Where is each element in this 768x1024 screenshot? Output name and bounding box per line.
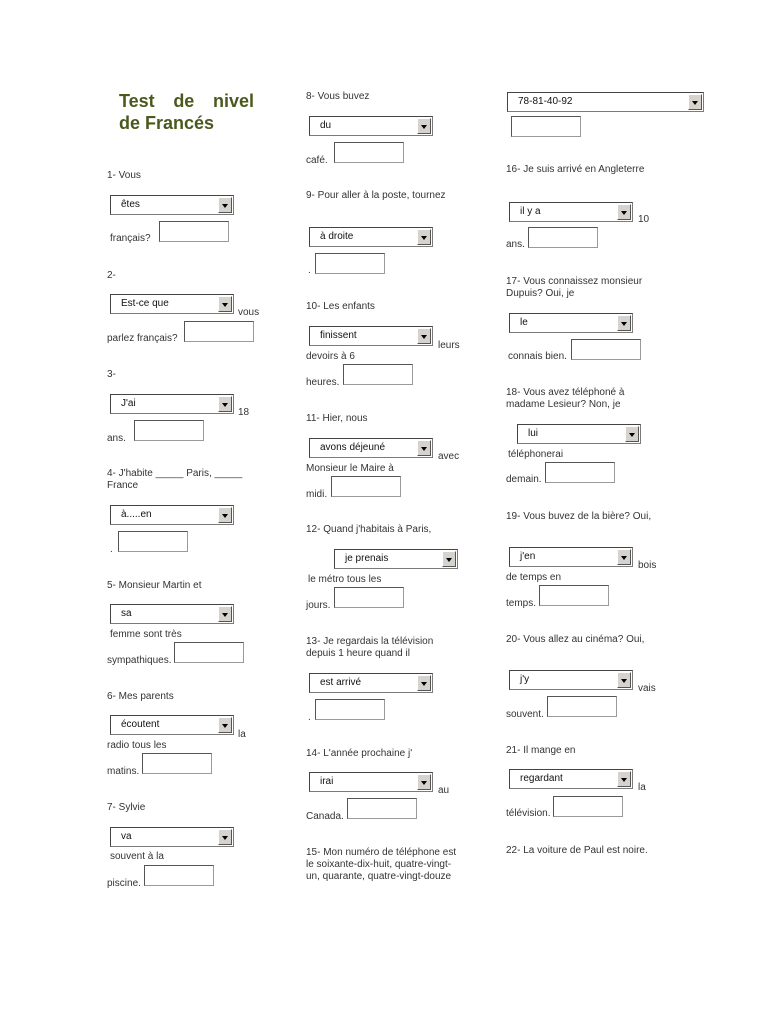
- question-17-answer-input[interactable]: [571, 339, 641, 360]
- question-15-answer-input[interactable]: [511, 116, 581, 137]
- question-7-answer-input[interactable]: [144, 865, 214, 886]
- chevron-down-icon[interactable]: [417, 328, 431, 344]
- title-word-nivel: nivel: [212, 91, 254, 111]
- question-3-answer-input[interactable]: [134, 420, 204, 441]
- question-8-label: 8- Vous buvez: [306, 91, 370, 102]
- question-10-after-inline: leurs: [438, 340, 460, 351]
- question-6-after-1: radio tous les: [107, 740, 167, 751]
- question-20-after: souvent.: [506, 709, 544, 720]
- question-6-select[interactable]: [110, 715, 234, 735]
- chevron-down-icon[interactable]: [617, 204, 631, 220]
- question-19-after-1: de temps en: [506, 572, 562, 583]
- question-19-value: j'en: [520, 551, 536, 562]
- question-19-answer-input[interactable]: [539, 585, 609, 606]
- question-9-answer-input[interactable]: [315, 253, 385, 274]
- question-21-after-inline: la: [638, 782, 646, 793]
- question-18-value: lui: [528, 428, 539, 439]
- question-3-value: J'ai: [121, 398, 136, 409]
- question-6-value: écoutent: [121, 719, 160, 730]
- question-14-value: irai: [320, 776, 334, 787]
- question-7-after-1: souvent à la: [110, 851, 164, 862]
- question-4-answer-input[interactable]: [118, 531, 188, 552]
- question-18-after-1: téléphonerai: [508, 449, 564, 460]
- chevron-down-icon[interactable]: [442, 551, 456, 567]
- chevron-down-icon[interactable]: [617, 771, 631, 787]
- question-20-answer-input[interactable]: [547, 696, 617, 717]
- question-16-value: il y a: [520, 206, 541, 217]
- question-10-value: finissent: [320, 330, 357, 341]
- question-1-value: êtes: [121, 199, 140, 210]
- question-10-select[interactable]: [309, 326, 433, 346]
- question-5-label: 5- Monsieur Martin et: [107, 580, 202, 591]
- question-7-value: va: [121, 831, 132, 842]
- question-7-label: 7- Sylvie: [107, 802, 146, 813]
- question-5-after-1: femme sont très: [110, 629, 182, 640]
- question-10-label: 10- Les enfants: [306, 301, 375, 312]
- question-2-select[interactable]: [110, 294, 234, 314]
- chevron-down-icon[interactable]: [625, 426, 639, 442]
- question-11-label: 11- Hier, nous: [306, 413, 368, 424]
- question-9-value: à droite: [320, 231, 354, 242]
- question-3-after: ans.: [107, 433, 126, 444]
- question-4-select[interactable]: [110, 505, 234, 525]
- chevron-down-icon[interactable]: [617, 549, 631, 565]
- question-4-value: à.....en: [121, 509, 152, 520]
- question-12-select[interactable]: [334, 549, 458, 569]
- question-14-after: Canada.: [306, 811, 344, 822]
- question-20-select[interactable]: [509, 670, 633, 690]
- question-21-after: télévision.: [506, 808, 551, 819]
- question-6-label: 6- Mes parents: [107, 691, 174, 702]
- question-5-value: sa: [121, 608, 132, 619]
- question-12-after-2: jours.: [306, 600, 331, 611]
- question-11-after-1: Monsieur le Maire à: [306, 463, 394, 474]
- question-7-after-2: piscine.: [107, 878, 141, 889]
- chevron-down-icon[interactable]: [218, 829, 232, 845]
- question-14-after-inline: au: [438, 785, 450, 796]
- chevron-down-icon[interactable]: [218, 197, 232, 213]
- question-16-select[interactable]: [509, 202, 633, 222]
- question-18-label: 18- Vous avez téléphoné à madame Lesieur? Non, je: [506, 387, 625, 410]
- chevron-down-icon[interactable]: [417, 118, 431, 134]
- question-12-after-1: le métro tous les: [308, 574, 382, 585]
- question-14-label: 14- L'année prochaine j': [306, 748, 413, 759]
- title-word-test: Test: [119, 91, 155, 111]
- question-11-after-inline: avec: [438, 451, 460, 462]
- question-5-select[interactable]: [110, 604, 234, 624]
- question-6-answer-input[interactable]: [142, 753, 212, 774]
- question-1-after: français?: [110, 233, 151, 244]
- question-21-select[interactable]: [509, 769, 633, 789]
- chevron-down-icon[interactable]: [417, 440, 431, 456]
- question-1-select[interactable]: [110, 195, 234, 215]
- question-21-answer-input[interactable]: [553, 796, 623, 817]
- question-8-answer-input[interactable]: [334, 142, 404, 163]
- title-line-2: de Francés: [119, 113, 215, 133]
- question-14-answer-input[interactable]: [347, 798, 417, 819]
- question-2-label: 2-: [107, 270, 116, 281]
- question-11-select[interactable]: [309, 438, 433, 458]
- question-3-label: 3-: [107, 369, 116, 380]
- chevron-down-icon[interactable]: [218, 507, 232, 523]
- chevron-down-icon[interactable]: [617, 315, 631, 331]
- question-22-label: 22- La voiture de Paul est noire.: [506, 845, 648, 856]
- question-2-value: Est-ce que: [121, 298, 169, 309]
- question-11-answer-input[interactable]: [331, 476, 401, 497]
- question-8-select[interactable]: [309, 116, 433, 136]
- question-17-after: connais bien.: [508, 351, 567, 362]
- question-2-after-inline: vous: [238, 307, 260, 318]
- question-8-value: du: [320, 120, 332, 131]
- question-18-select[interactable]: [517, 424, 641, 444]
- question-20-value: j'y: [520, 674, 530, 685]
- question-20-after-inline: vais: [638, 683, 656, 694]
- question-17-select[interactable]: [509, 313, 633, 333]
- question-4-label: 4- J'habite _____ Paris, _____ France: [107, 468, 243, 491]
- question-10-answer-input[interactable]: [343, 364, 413, 385]
- question-1-answer-input[interactable]: [159, 221, 229, 242]
- question-9-label: 9- Pour aller à la poste, tournez: [306, 190, 446, 201]
- chevron-down-icon[interactable]: [218, 717, 232, 733]
- question-3-after-inline: 18: [238, 407, 250, 418]
- question-15-select[interactable]: [507, 92, 704, 112]
- chevron-down-icon[interactable]: [218, 606, 232, 622]
- question-10-after-2: heures.: [306, 377, 340, 388]
- question-18-answer-input[interactable]: [545, 462, 615, 483]
- question-9-select[interactable]: [309, 227, 433, 247]
- question-12-value: je prenais: [345, 553, 389, 564]
- question-13-answer-input[interactable]: [315, 699, 385, 720]
- chevron-down-icon[interactable]: [417, 675, 431, 691]
- page-title: [119, 90, 254, 134]
- question-17-value: le: [520, 317, 528, 328]
- question-15-label: 15- Mon numéro de téléphone est le soixante-dix-huit, quatre-vingt-un, quarante, quatre-vingt-douze: [306, 847, 457, 882]
- question-21-label: 21- Il mange en: [506, 745, 576, 756]
- question-13-after: .: [308, 712, 311, 723]
- question-4-after: .: [110, 544, 113, 555]
- question-13-label: 13- Je regardais la télévision depuis 1 heure quand il: [306, 636, 434, 659]
- question-11-after-2: midi.: [306, 489, 328, 500]
- question-12-label: 12- Quand j'habitais à Paris,: [306, 524, 432, 535]
- chevron-down-icon[interactable]: [688, 94, 702, 110]
- question-3-select[interactable]: [110, 394, 234, 414]
- question-11-value: avons déjeuné: [320, 442, 386, 453]
- question-19-after-2: temps.: [506, 598, 537, 609]
- question-5-answer-input[interactable]: [174, 642, 244, 663]
- question-20-label: 20- Vous allez au cinéma? Oui,: [506, 634, 645, 645]
- question-13-value: est arrivé: [320, 677, 362, 688]
- question-21-value: regardant: [520, 773, 563, 784]
- chevron-down-icon[interactable]: [218, 396, 232, 412]
- question-5-after-2: sympathiques.: [107, 655, 172, 666]
- question-19-after-inline: bois: [638, 560, 657, 571]
- question-18-after-2: demain.: [506, 474, 542, 485]
- chevron-down-icon[interactable]: [417, 774, 431, 790]
- chevron-down-icon[interactable]: [417, 229, 431, 245]
- question-7-select[interactable]: [110, 827, 234, 847]
- question-9-after: .: [308, 265, 311, 276]
- question-13-select[interactable]: [309, 673, 433, 693]
- question-1-label: 1- Vous: [107, 170, 141, 181]
- title-word-de: de: [173, 91, 195, 111]
- question-6-after-inline: la: [238, 729, 246, 740]
- question-16-answer-input[interactable]: [528, 227, 598, 248]
- question-8-after: café.: [306, 155, 328, 166]
- question-12-answer-input[interactable]: [334, 587, 404, 608]
- question-10-after-1: devoirs à 6: [306, 351, 355, 362]
- question-17-label: 17- Vous connaissez monsieur Dupuis? Oui, je: [506, 276, 643, 299]
- question-6-after-2: matins.: [107, 766, 140, 777]
- chevron-down-icon[interactable]: [218, 296, 232, 312]
- question-2-answer-input[interactable]: [184, 321, 254, 342]
- question-19-select[interactable]: [509, 547, 633, 567]
- question-16-label: 16- Je suis arrivé en Angleterre: [506, 164, 645, 175]
- question-15-value: 78-81-40-92: [518, 96, 573, 107]
- question-14-select[interactable]: [309, 772, 433, 792]
- question-19-label: 19- Vous buvez de la bière? Oui,: [506, 511, 652, 522]
- question-16-after: ans.: [506, 239, 525, 250]
- question-16-after-inline: 10: [638, 214, 650, 225]
- question-2-after: parlez français?: [107, 333, 178, 344]
- chevron-down-icon[interactable]: [617, 672, 631, 688]
